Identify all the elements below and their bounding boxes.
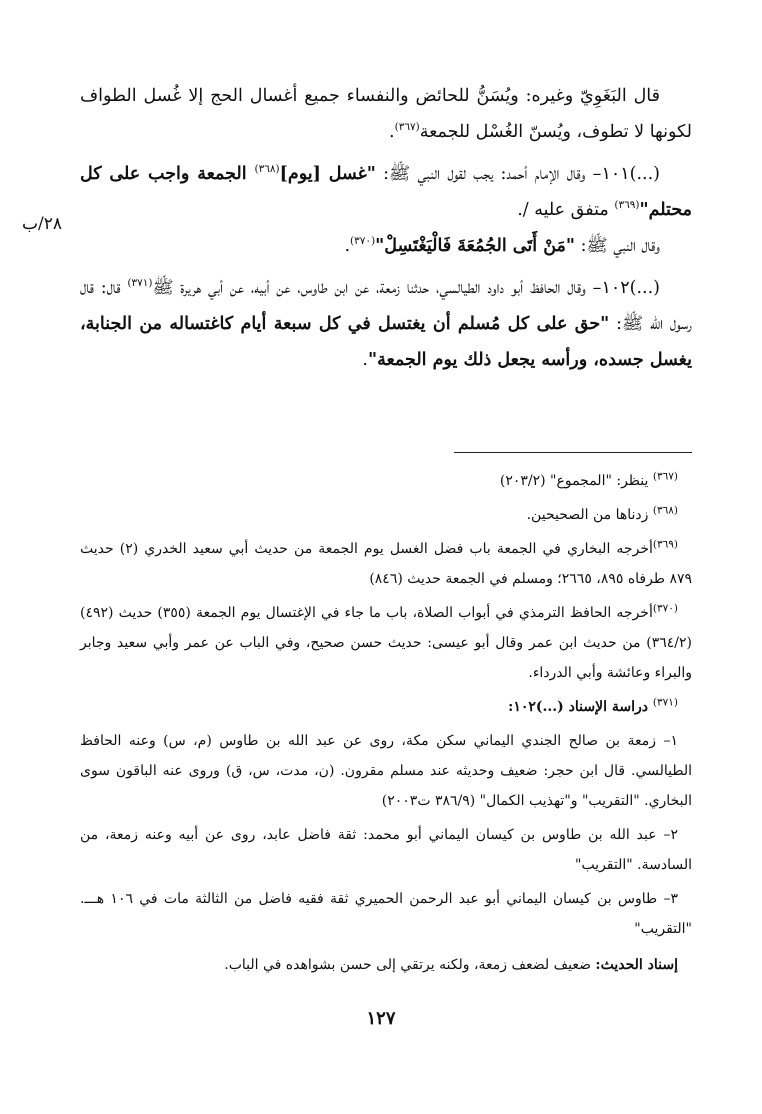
footnote-number: (٣٦٩) [652, 538, 678, 551]
hadith-quote: "حق على كل مُسلم أن يغتسل في كل سبعة أيام كاغتساله من الجنابة، يغسل جسده، ورأسه يجعل ذلك يوم الجمعة" [80, 314, 692, 370]
hadith-quote: الجمعة واجب على كل محتلم" [80, 164, 692, 220]
footnote-371 [80, 692, 692, 722]
footnote-ref: (٣٧٠) [350, 235, 376, 248]
footnote-text: أخرجه الحافظ الترمذي في أبواب الصلاة، باب ما جاء في الإغتسال يوم الجمعة (٣٥٥) حديث (٤٩٢) (٣٦٤/٢) من حديث ابن عمر وقال أبو عيسى: حديث حسن صحيح، وفي الباب عن عمر وأبي سعيد وجابر والبراء وعائشة وأبي الدرداء. [80, 605, 692, 681]
footnote-368 [80, 500, 692, 530]
paragraph-text: وقال النبي ﷺ: [575, 236, 660, 256]
hadith-quote: "غسل [يوم] [279, 164, 376, 184]
isnad-verdict [80, 950, 692, 980]
punctuation: . [389, 122, 395, 142]
narrator-item-3 [80, 884, 692, 944]
paragraph-hadith-102 [80, 270, 692, 378]
punctuation: . [362, 350, 368, 370]
narrator-item-1 [80, 726, 692, 816]
isnad-label: إسناد الحديث: [595, 957, 678, 973]
punctuation: . [344, 236, 351, 256]
footnote-ref: (٣٦٧) [394, 121, 420, 134]
footnote-ref: (٣٦٨) [254, 163, 280, 176]
paragraph-text: متفق عليه /. [517, 200, 615, 220]
folio-margin-note: ٢٨/ب [22, 214, 62, 234]
footnote-ref: (٣٦٩) [614, 199, 640, 212]
main-text [80, 78, 692, 378]
footnote-text: ضعيف لضعف زمعة، ولكنه يرتقي إلى حسن بشواهده في الباب. [224, 957, 596, 973]
page-number: ١٢٧ [366, 1008, 396, 1029]
paragraph-text: قال البَغَوِيّ وغيره: ويُسَنُّ للحائض والنفساء جميع أغسال الحج إلا غُسل الطواف لكونها لا تطوف، ويُسنّ الغُسْل للجمعة [80, 86, 692, 142]
paragraph-text: (...)١٠٢– وقال الحافظ أبو داود الطيالسي، حدثنا زمعة، عن ابن طاوس، عن أبيه، عن أبي هريرة ﷺ [152, 278, 660, 298]
footnote-heading: دراسة الإسناد (...)١٠٢: [508, 699, 653, 715]
narrator-item-2 [80, 820, 692, 880]
footnote-text: ٣– طاوس بن كيسان اليماني أبو عبد الرحمن الحميري ثقة فقيه فاضل من الثالثة مات في ١٠٦ هـــ. "التقريب" [80, 891, 692, 937]
paragraph-prophet-saying [80, 228, 692, 264]
footnote-number: (٣٦٨) [652, 504, 678, 517]
footnote-number: (٣٦٧) [652, 470, 678, 483]
footnotes [80, 466, 692, 984]
paragraph-text: (...)١٠١– وقال الإمام أحمد: يجب لقول النبي ﷺ: [375, 164, 660, 184]
footnote-370 [80, 598, 692, 688]
footnote-ref: (٣٧١) [127, 277, 153, 290]
footnote-367 [80, 466, 692, 496]
paragraph-text: قال: قال رسول الله ﷺ: [80, 278, 692, 334]
footnote-number: (٣٧١) [652, 696, 678, 709]
footnote-369 [80, 534, 692, 594]
footnote-text: ينظر: "المجموع" (٢٠٣/٢) [499, 473, 653, 489]
paragraph-hadith-101 [80, 156, 692, 228]
paragraph-baghawi [80, 78, 692, 150]
footnote-text: زدناها من الصحيحين. [526, 507, 653, 523]
footnote-text: ٢– عبد الله بن طاوس بن كيسان اليماني أبو محمد: ثقة فاضل عابد، روى عن أبيه وعنه زمعة، من السادسة. "التقريب" [80, 827, 692, 873]
footnote-text: ١– زمعة بن صالح الجندي اليماني سكن مكة، روى عن عبد الله بن طاوس (م، س) وعنه الحافظ الطيالسي. قال ابن حجر: ضعيف وحديثه عند مسلم مقرون. (ن، مدت، س، ق) وروى عنه الباقون سوى البخاري. "التقريب" و"تهذيب الكمال" (٣٨٦/٩ ت٢٠٠٣) [80, 733, 692, 809]
hadith-quote: "مَنْ أَتَى الجُمُعَةَ فَالْيَغْتَسِلْ" [375, 236, 576, 256]
footnote-separator [454, 452, 692, 453]
footnote-text: أخرجه البخاري في الجمعة باب فضل الغسل يوم الجمعة من حديث أبي سعيد الخدري (٢) حديث ٨٧٩ طرفاه ٨٩٥، ٢٦٦٥؛ ومسلم في الجمعة حديث (٨٤٦) [80, 541, 692, 587]
footnote-number: (٣٧٠) [652, 602, 678, 615]
